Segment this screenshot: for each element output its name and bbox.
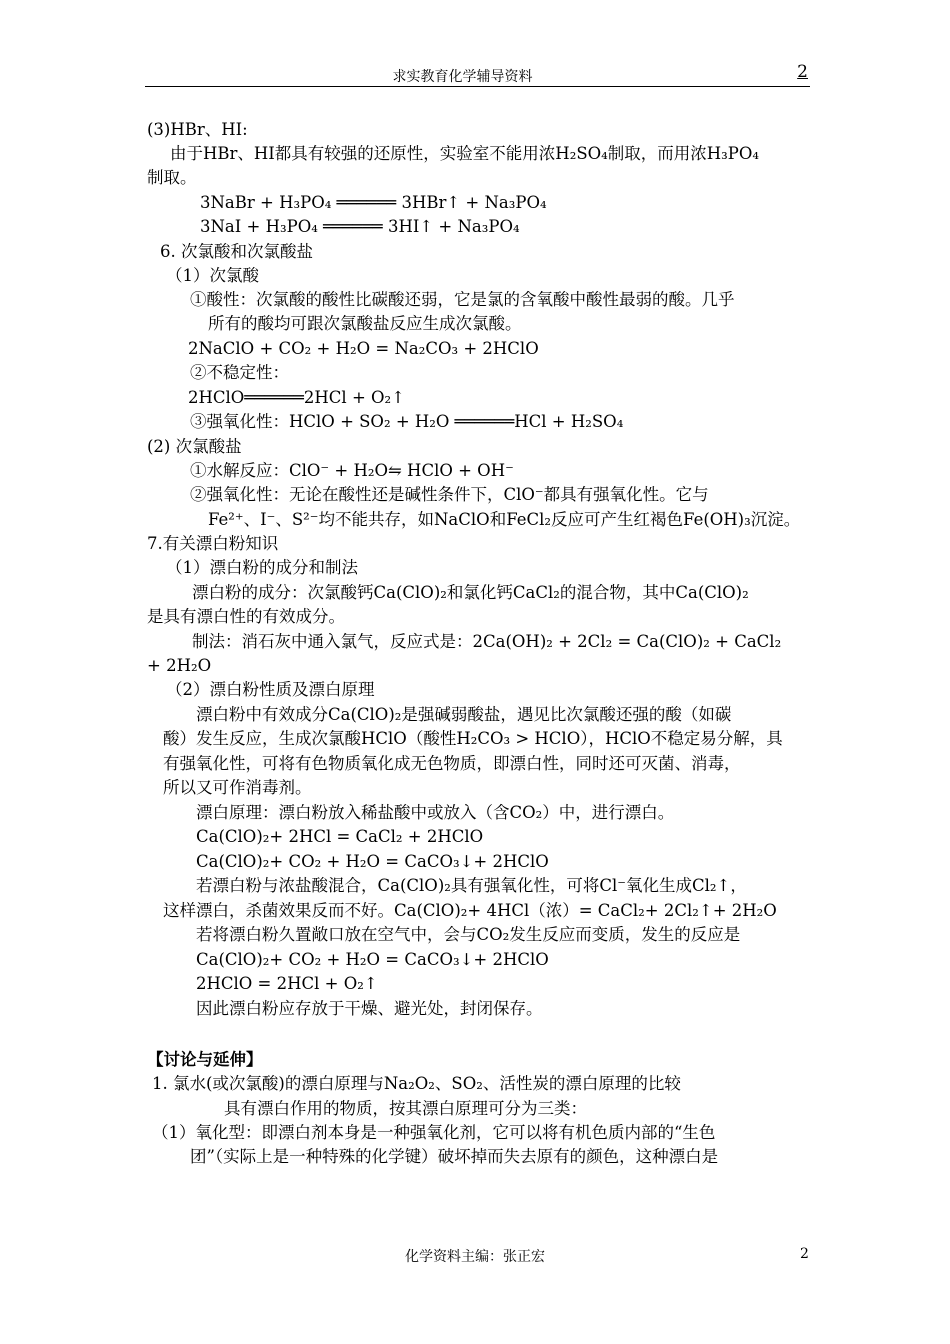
text-line: 这样漂白，杀菌效果反而不好。Ca(ClO)₂+ 4HCl（浓）= CaCl₂+ 2Cl₂↑+ 2H₂O: [163, 901, 777, 920]
text-line: 3NaI + H₃PO₄ ══════ 3HI↑ + Na₃PO₄: [200, 217, 520, 236]
page-header: [145, 64, 810, 87]
header-title: 求实教育化学辅导资料: [392, 69, 533, 85]
text-line: 7.有关漂白粉知识: [147, 534, 279, 553]
text-line: 1. 氯水(或次氯酸)的漂白原理与Na₂O₂、SO₂、活性炭的漂白原理的比较: [152, 1074, 681, 1093]
text-line: 因此漂白粉应存放于干燥、避光处，封闭保存。: [196, 999, 543, 1018]
text-line: (3)HBr、HI:: [147, 120, 248, 139]
text-line: Ca(ClO)₂+ 2HCl = CaCl₂ + 2HClO: [196, 827, 484, 846]
text-line: ②强氧化性：无论在酸性还是碱性条件下，ClO⁻都具有强氧化性。它与: [190, 485, 709, 504]
text-line: ②不稳定性：: [190, 363, 289, 382]
text-line: 6. 次氯酸和次氯酸盐: [160, 242, 313, 261]
text-line: 具有漂白作用的物质，按其漂白原理可分为三类：: [224, 1099, 587, 1118]
text-line: 2HClO = 2HCl + O₂↑: [196, 974, 378, 993]
text-line: （1）次氯酸: [166, 266, 259, 285]
text-line: 是具有漂白性的有效成分。: [147, 607, 345, 626]
text-line: + 2H₂O: [147, 656, 212, 675]
footer-page-number: 2: [800, 1246, 809, 1262]
text-line: 由于HBr、HI都具有较强的还原性，实验室不能用浓H₂SO₄制取，而用浓H₃PO₄: [170, 144, 760, 163]
text-line: 2NaClO + CO₂ + H₂O = Na₂CO₃ + 2HClO: [188, 339, 539, 358]
header-page-number: 2: [797, 62, 808, 82]
text-line: ①水解反应：ClO⁻ + H₂O⇋ HClO + OH⁻: [190, 461, 514, 480]
text-line: 若将漂白粉久置敞口放在空气中，会与CO₂发生反应而变质，发生的反应是: [196, 925, 741, 944]
text-line: 所以又可作消毒剂。: [163, 778, 312, 797]
text-line: ③强氧化性：HClO + SO₂ + H₂O ══════HCl + H₂SO₄: [190, 412, 624, 431]
text-line: 2HClO══════2HCl + O₂↑: [188, 388, 405, 407]
text-line: （2）漂白粉性质及漂白原理: [166, 680, 375, 699]
text-line: 漂白粉的成分：次氯酸钙Ca(ClO)₂和氯化钙CaCl₂的混合物，其中Ca(ClO)₂: [192, 583, 749, 602]
text-line: Fe²⁺、I⁻、S²⁻均不能共存，如NaClO和FeCl₂反应可产生红褐色Fe(OH)₃沉淀。: [208, 510, 801, 529]
text-line: （1）漂白粉的成分和制法: [166, 558, 358, 577]
text-line: Ca(ClO)₂+ CO₂ + H₂O = CaCO₃↓+ 2HClO: [196, 852, 549, 871]
text-line: 所有的酸均可跟次氯酸盐反应生成次氯酸。: [208, 314, 522, 333]
text-line: 若漂白粉与浓盐酸混合，Ca(ClO)₂具有强氧化性，可将Cl⁻氧化生成Cl₂↑，: [196, 876, 747, 895]
text-line: 3NaBr + H₃PO₄ ══════ 3HBr↑ + Na₃PO₄: [200, 193, 547, 212]
text-line: Ca(ClO)₂+ CO₂ + H₂O = CaCO₃↓+ 2HClO: [196, 950, 549, 969]
text-line: 漂白原理：漂白粉放入稀盐酸中或放入（含CO₂）中，进行漂白。: [196, 803, 675, 822]
text-line: 制法：消石灰中通入氯气，反应式是：2Ca(OH)₂ + 2Cl₂ = Ca(ClO)₂ + CaCl₂: [192, 632, 782, 651]
text-line: 酸）发生反应，生成次氯酸HClO（酸性H₂CO₃ > HClO），HClO不稳定易分解，具: [163, 729, 783, 748]
text-line: 漂白粉中有效成分Ca(ClO)₂是强碱弱酸盐，遇见比次氯酸还强的酸（如碳: [196, 705, 732, 724]
text-line: 制取。: [147, 168, 197, 187]
text-line: 团”（实际上是一种特殊的化学键）破坏掉而失去原有的颜色，这种漂白是: [190, 1147, 719, 1166]
text-line: 【讨论与延伸】: [147, 1050, 263, 1069]
text-line: ①酸性：次氯酸的酸性比碳酸还弱，它是氯的含氧酸中酸性最弱的酸。几乎: [190, 290, 735, 309]
footer-editor: 化学资料主编：张正宏: [405, 1249, 545, 1265]
text-line: 有强氧化性，可将有色物质氧化成无色物质，即漂白性，同时还可灭菌、消毒，: [163, 754, 741, 773]
text-line: (2) 次氯酸盐: [147, 437, 242, 456]
text-line: （1）氧化型：即漂白剂本身是一种强氧化剂，它可以将有机色质内部的“生色: [152, 1123, 716, 1142]
